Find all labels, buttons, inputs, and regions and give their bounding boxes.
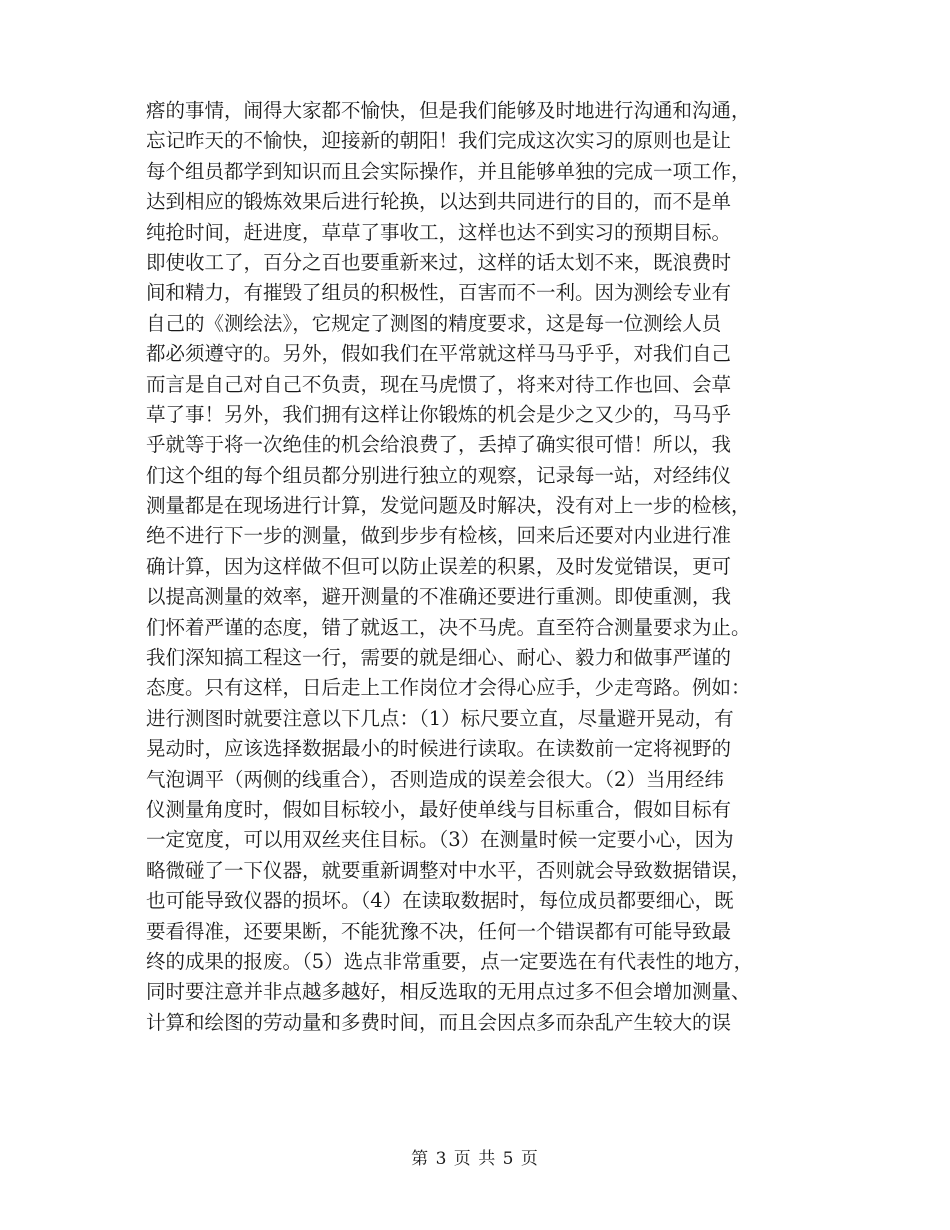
text-line: 纯抢时间，赶进度，草草了事收工，这样也达不到实习的预期目标。 [146,220,732,244]
body-text [146,96,826,1038]
text-line: 们怀着严谨的态度，错了就返工，决不马虎。直至符合测量要求为止。 [146,615,751,639]
text-line: 瘩的事情，闹得大家都不愉快，但是我们能够及时地进行沟通和沟通， [146,99,751,122]
text-line: 达到相应的锻炼效果后进行轮换，以达到共同进行的目的，而不是单 [146,190,732,214]
text-line: 要看得准，还要果断，不能犹豫不决，任何一个错误都有可能导致最 [146,919,732,943]
text-line: 而言是自己对自己不负责，现在马虎惯了，将来对待工作也回、会草 [146,372,732,396]
text-line: 测量都是在现场进行计算，发觉问题及时解决，没有对上一步的检核， [146,494,751,518]
text-line: 间和精力，有摧毁了组员的积极性，百害而不一利。因为测绘专业有 [146,281,732,305]
text-line: 同时要注意并非点越多越好，相反选取的无用点过多不但会增加测量、 [146,980,751,1004]
text-line: 仪测量角度时，假如目标较小，最好使单线与目标重合，假如目标有 [146,797,732,821]
text-line: 都必须遵守的。另外，假如我们在平常就这样马马乎乎，对我们自己 [146,342,732,366]
text-line: 也可能导致仪器的损坏。（4）在读取数据时，每位成员都要细心，既 [146,889,734,913]
text-line: 计算和绘图的劳动量和多费时间，而且会因点多而杂乱产生较大的误 [146,1010,732,1034]
text-line: 草了事！另外，我们拥有这样让你锻炼的机会是少之又少的，马马乎 [146,402,732,426]
text-line: 略微碰了一下仪器，就要重新调整对中水平，否则就会导致数据错误， [146,858,751,882]
text-line: 终的成果的报废。（5）选点非常重要，点一定要选在有代表性的地方， [146,949,754,973]
text-line: 确计算，因为这样做不但可以防止误差的积累，及时发觉错误，更可 [146,554,732,578]
text-line: 我们深知搞工程这一行，需要的就是细心、耐心、毅力和做事严谨的 [146,646,732,670]
text-line: 气泡调平（两侧的线重合），否则造成的误差会很大。（2）当用经纬 [146,767,724,791]
text-line: 即使收工了，百分之百也要重新来过，这样的话太划不来，既浪费时 [146,250,732,274]
text-line: 忘记昨天的不愉快，迎接新的朝阳！我们完成这次实习的原则也是让 [146,129,732,153]
text-line: 进行测图时就要注意以下几点：（1）标尺要立直，尽量避开晃动，有 [146,706,734,730]
text-line: 一定宽度，可以用双丝夹住目标。（3）在测量时候一定要小心，因为 [146,828,734,852]
text-line: 们这个组的每个组员都分别进行独立的观察，记录每一站，对经纬仪 [146,463,732,487]
text-line: 以提高测量的效率，避开测量的不准确还要进行重测。即使重测，我 [146,585,732,609]
text-line: 晃动时，应该选择数据最小的时候进行读取。在读数前一定将视野的 [146,737,732,761]
text-line: 每个组员都学到知识而且会实际操作，并且能够单独的完成一项工作， [146,159,751,183]
text-line: 绝不进行下一步的测量，做到步步有检核，回来后还要对内业进行准 [146,524,732,548]
page-footer: 第 3 页 共 5 页 [411,1149,539,1169]
text-line: 乎就等于将一次绝佳的机会给浪费了，丢掉了确实很可惜！所以，我 [146,433,732,457]
text-line: 态度。只有这样，日后走上工作岗位才会得心应手，少走弯路。例如： [146,676,751,700]
text-line: 自己的《测绘法》，它规定了测图的精度要求，这是每一位测绘人员 [146,311,722,335]
